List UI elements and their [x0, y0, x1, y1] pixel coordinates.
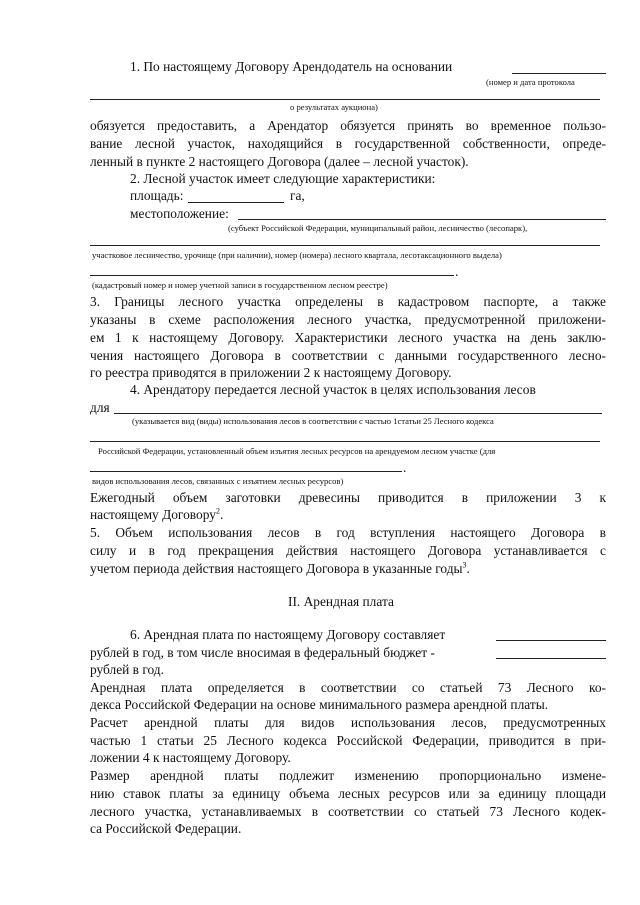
area-blank: [188, 202, 284, 203]
p4-annual-line2: настоящему Договору$^2$.: [90, 506, 224, 522]
p7-line1: Арендная плата определяется в соответствии со статьей 73 Лесного ко-: [90, 680, 606, 695]
purpose-blank-2: [90, 441, 600, 442]
location-blank-2: [90, 245, 600, 246]
p3-line1: 3. Границы лесного участка определены в кадастровом паспорте, а также: [90, 294, 606, 309]
p9-line4: са Российской Федерации.: [90, 821, 242, 836]
p3-line4: чения настоящего Договора в соответствии с данными государственного лесно-: [90, 348, 606, 363]
location-label: местоположение:: [130, 206, 229, 221]
p3-line5: го реестра приводятся в приложении 2 к настоящему Договору.: [90, 365, 452, 380]
p6-line2: рублей в год, в том числе вносимая в федеральный бюджет -: [90, 645, 435, 660]
footnote-2[interactable]: 2: [215, 506, 220, 516]
p9-line1: Размер арендной платы подлежит изменению пропорционально измене-: [90, 768, 606, 783]
rent-total-blank: [496, 640, 606, 641]
rent-federal-blank: [496, 658, 606, 659]
p6-line3: рублей в год.: [90, 662, 164, 677]
p4-for: для: [90, 400, 110, 415]
p9-line3: лесного участка, устанавливаемых в соответствии со статьей 73 Лесного кодек-: [90, 804, 606, 819]
p1-note1: (номер и дата протокола: [486, 77, 575, 87]
section-title: II. Арендная плата: [288, 594, 394, 609]
p3-line3: ем 1 к настоящему Договору. Характеристики лесного участка на день заклю-: [90, 330, 606, 345]
area-unit: га,: [290, 188, 305, 203]
cadastral-period: .: [455, 264, 459, 279]
p1-line3: вание лесной участок, находящийся в государственной собственности, опреде-: [90, 136, 606, 151]
protocol-blank: [512, 73, 606, 74]
p1-line2: обязуется предоставить, а Арендатор обязуется принять во временное пользо-: [90, 118, 606, 133]
p7-line2: декса Российской Федерации на основе минимального размера арендной платы.: [90, 697, 549, 712]
p2-note1: (субъект Российской Федерации, муниципальный район, лесничество (лесопарк),: [228, 223, 528, 233]
protocol-blank-2: [90, 99, 600, 100]
p2-note2: участковое лесничество, урочище (при наличии), номер (номера) лесного квартала, лесотаксационного выдела): [92, 250, 502, 260]
purpose-period: .: [403, 460, 407, 475]
cadastral-blank: [90, 275, 454, 276]
p4-annual-line1: Ежегодный объем заготовки древесины приводится в приложении 3 к: [90, 490, 606, 505]
purpose-blank: [114, 413, 602, 414]
p2-note3: (кадастровый номер и номер учетной записи в государственном лесном реестре): [92, 280, 388, 290]
p1-line1: 1. По настоящему Договору Арендодатель на основании: [130, 59, 453, 74]
p4-line1: 4. Арендатору передается лесной участок в целях использования лесов: [130, 382, 536, 397]
p4-note3: видов использования лесов, связанных с изъятием лесных ресурсов): [92, 476, 344, 486]
p1-line4: ленный в пункте 2 настоящего Договора (далее – лесной участок).: [90, 154, 469, 169]
p2-line1: 2. Лесной участок имеет следующие характеристики:: [130, 171, 436, 186]
area-label: площадь:: [130, 188, 184, 203]
purpose-blank-3: [90, 471, 402, 472]
p1-note2: о результатах аукциона): [290, 102, 378, 112]
p5-line2: силу и в год прекращения действия настоящего Договора устанавливается с: [90, 543, 606, 558]
p4-note2: Российской Федерации, установленный объем изъятия лесных ресурсов на арендуемом лесном участке (для: [98, 446, 496, 456]
p3-line2: указаны в схеме расположения лесного участка, предусмотренной приложени-: [90, 312, 606, 327]
p4-note1: (указывается вид (виды) использования лесов в соответствии с частью 1статьи 25 Лесного кодекса: [132, 416, 494, 426]
p8-line1: Расчет арендной платы для видов использования лесов, предусмотренных: [90, 715, 606, 730]
location-blank: [238, 219, 606, 220]
p6-line1: 6. Арендная плата по настоящему Договору составляет: [130, 627, 446, 642]
p8-line3: ложении 4 к настоящему Договору.: [90, 750, 291, 765]
p9-line2: нию ставок платы за единицу объема лесных ресурсов или за единицу площади: [90, 786, 606, 801]
footnote-3[interactable]: 3: [462, 560, 467, 570]
p5-line3: учетом периода действия настоящего Договора в указанные годы$^3$.: [90, 560, 470, 576]
p5-line1: 5. Объем использования лесов в год вступления настоящего Договора в: [90, 525, 606, 540]
p8-line2: частью 1 статьи 25 Лесного кодекса Российской Федерации, приводится в при-: [90, 733, 606, 748]
